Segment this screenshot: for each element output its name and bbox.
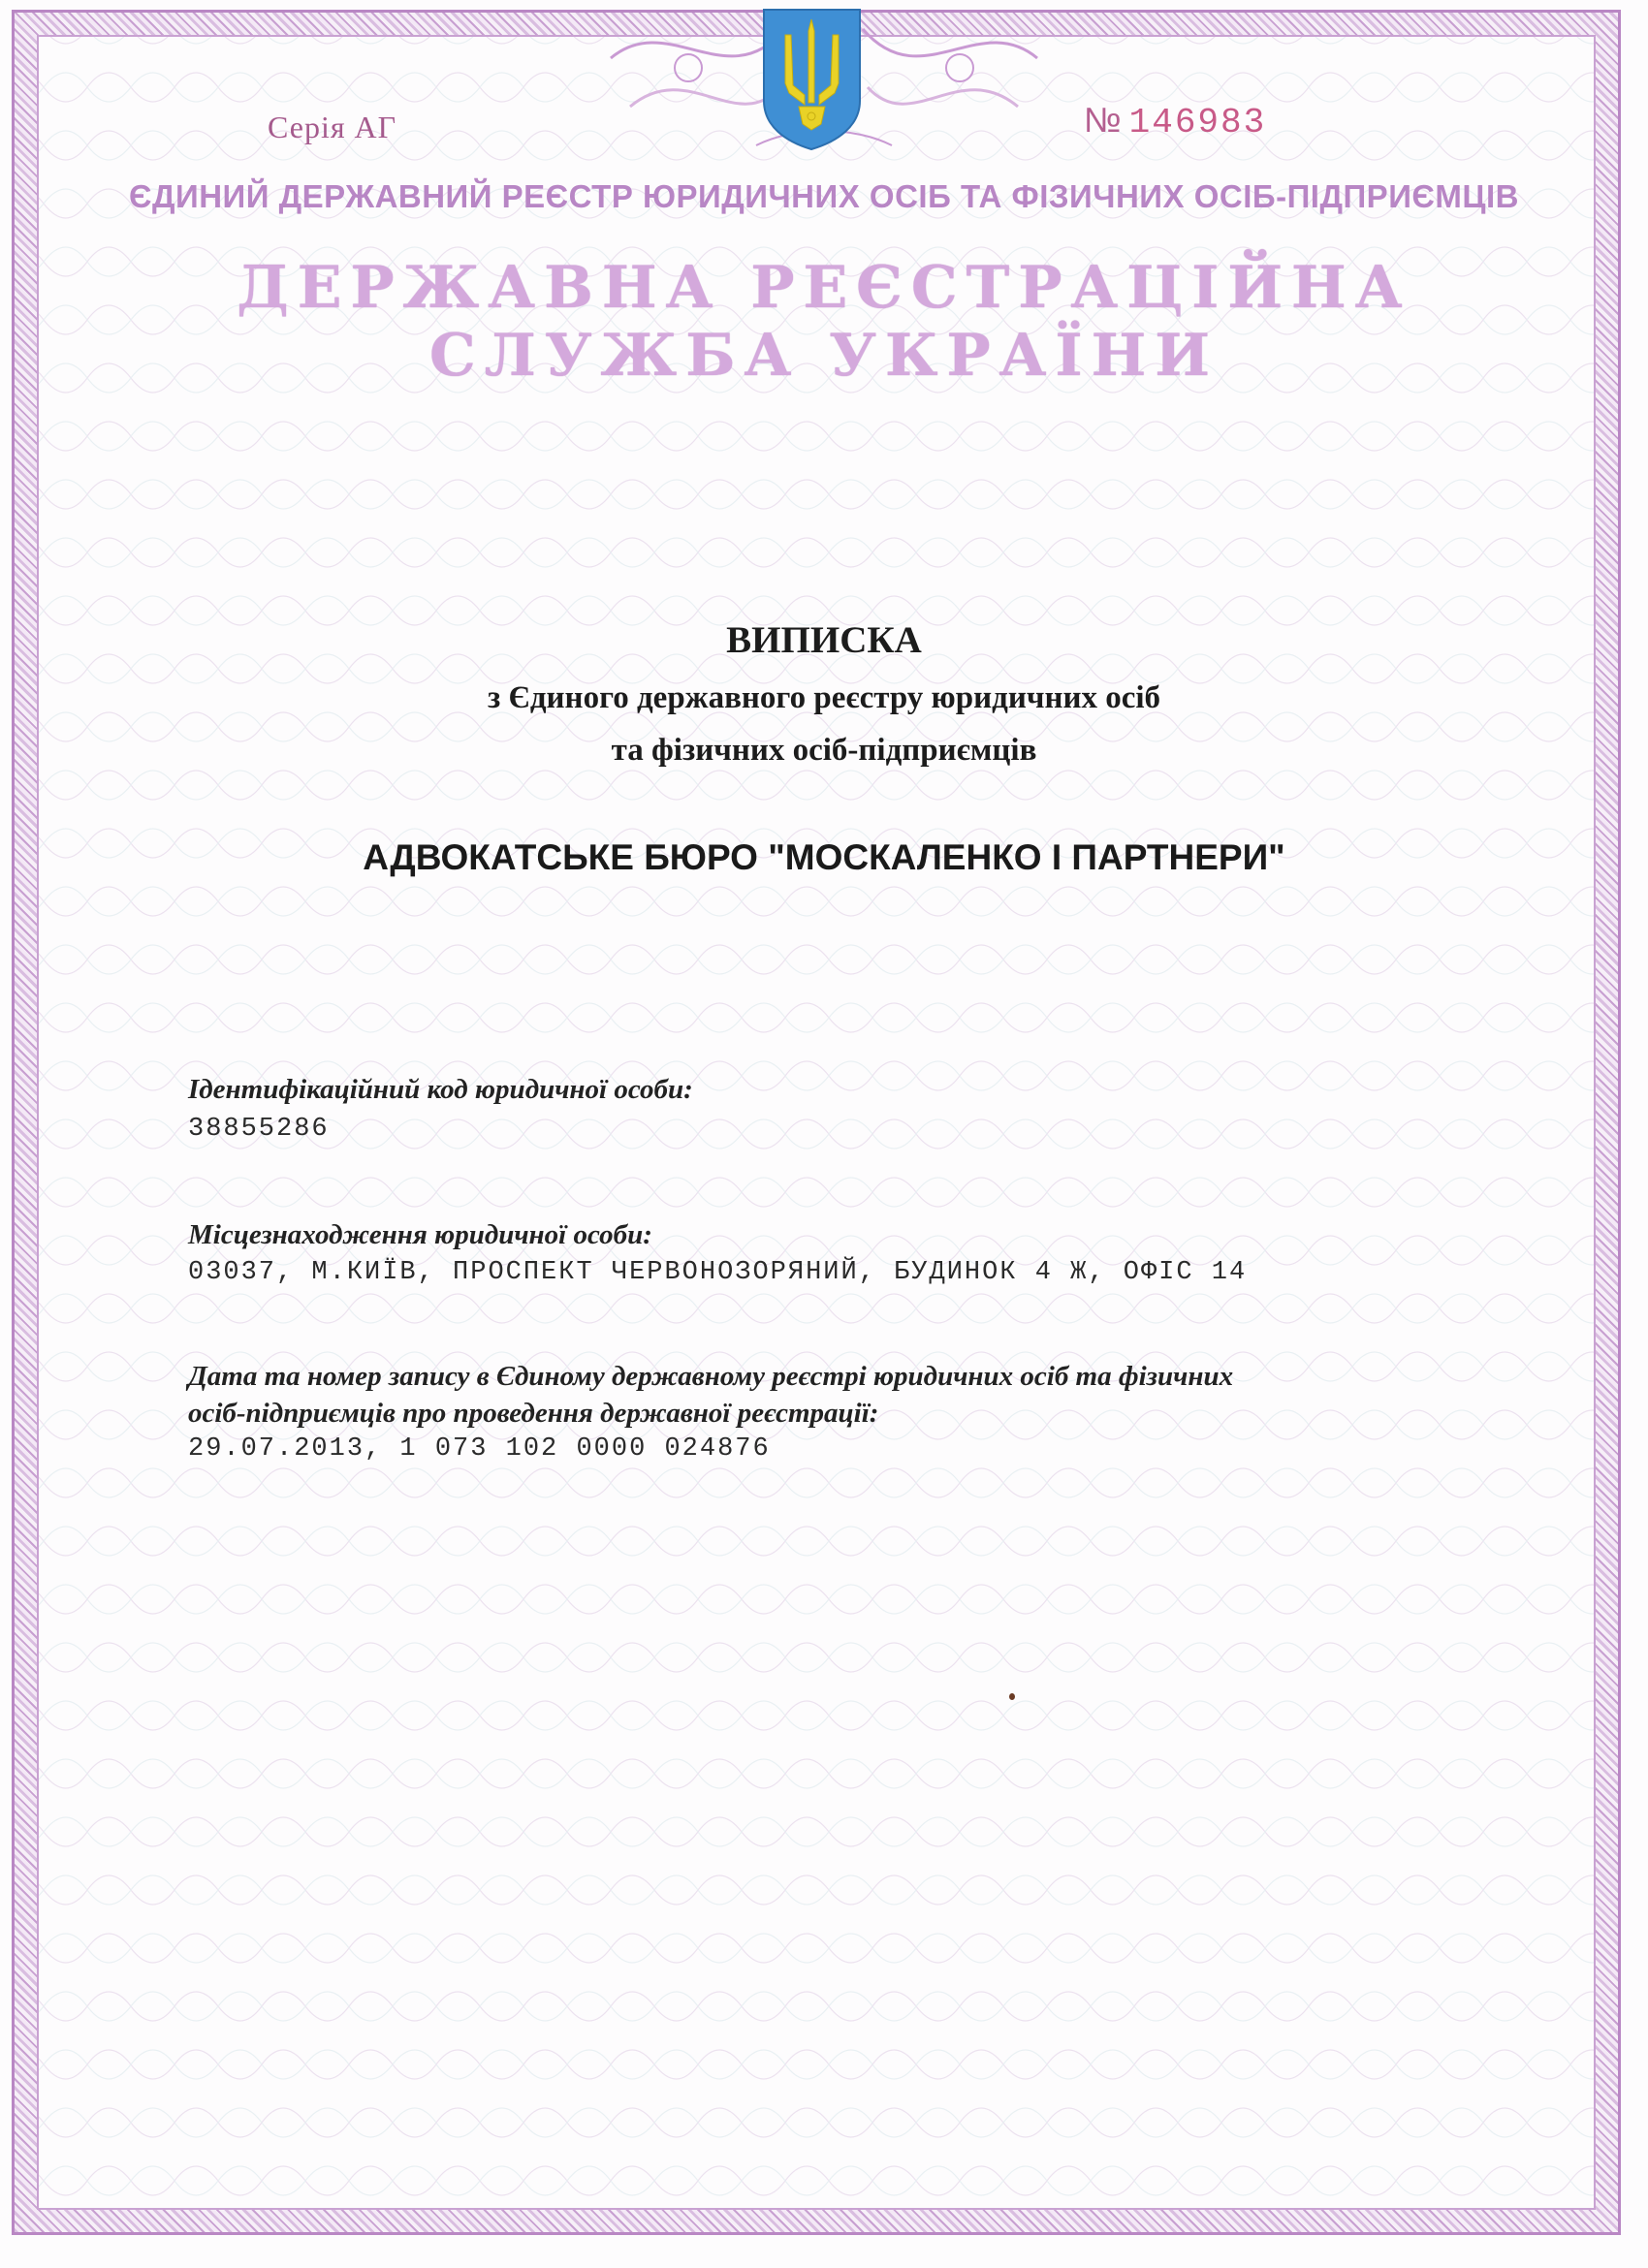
identification-code-value: 38855286 [188,1115,330,1144]
document-subtitle-line1: з Єдиного державного реєстру юридичних осіб [487,680,1161,715]
identification-code-label: Ідентифікаційний код юридичної особи: [188,1074,693,1105]
registration-record-label-line2: осіб-підприємців про проведення державної реєстрації: [188,1398,879,1429]
number-sign: № [1084,100,1122,140]
registry-banner: ЄДИНИЙ ДЕРЖАВНИЙ РЕЄСТР ЮРИДИЧНИХ ОСІБ ТА ФІЗИЧНИХ ОСІБ-ПІДПРИЄМЦІВ [129,178,1519,214]
document-title: ВИПИСКА [726,619,922,661]
service-title-line2: СЛУЖБА УКРАЇНИ [429,322,1219,390]
address-label: Місцезнаходження юридичної особи: [188,1219,652,1250]
service-title-line1: ДЕРЖАВНА РЕЄСТРАЦІЙНА [237,254,1411,322]
form-number [1084,100,1266,142]
trident-coat-of-arms-icon [756,6,868,151]
document-subtitle-line2: та фізичних осіб-підприємців [611,733,1037,768]
address-value: 03037, М.КИЇВ, ПРОСПЕКТ ЧЕРВОНОЗОРЯНИЙ, БУДИНОК 4 Ж, ОФІС 14 [188,1258,1248,1287]
form-number-value: 146983 [1128,103,1267,142]
registration-record-value: 29.07.2013, 1 073 102 0000 024876 [188,1434,771,1464]
series-label: Серія АГ [268,110,397,144]
registration-record-label-line1: Дата та номер запису в Єдиному державному реєстрі юридичних осіб та фізичних [188,1361,1234,1392]
paper-speck [1009,1693,1015,1700]
company-name: АДВОКАТСЬКЕ БЮРО "МОСКАЛЕНКО І ПАРТНЕРИ" [363,837,1285,877]
